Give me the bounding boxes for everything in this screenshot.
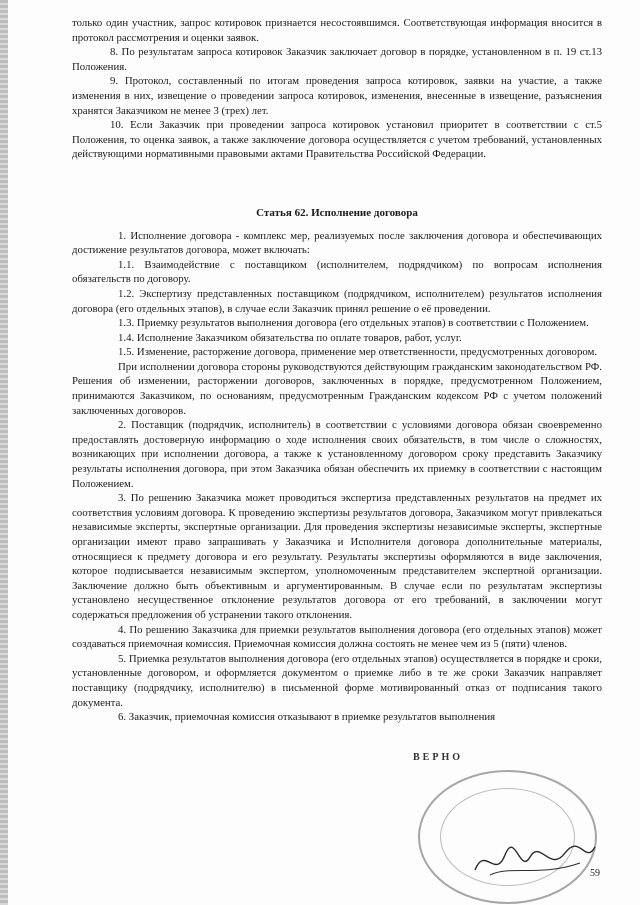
paragraph: 1.2. Экспертизу представленных поставщиком (подрядчиком, исполнителем) результатов исполнения договора (его отдельных этапов), в случае если Заказчик принял решение о её проведении.: [72, 287, 602, 315]
paragraph: 1.4. Исполнение Заказчиком обязательства по оплате товаров, работ, услуг.: [118, 331, 462, 344]
paragraph: 1.1. Взаимодействие с поставщиком (исполнителем, подрядчиком) по вопросам исполнения обязательств по договору.: [72, 258, 602, 286]
paragraph: 9. Протокол, составленный по итогам проведения запроса котировок, заявки на участие, а также изменения в них, извещение о проведении запроса котировок, изменения, внесенные в извещение, разъяснения хранятся Заказчиком не менее 3 (трех) лет.: [72, 75, 602, 117]
page-number: 59: [590, 868, 600, 879]
signature: [470, 835, 600, 885]
paragraph: 10. Если Заказчик при проведении запроса котировок установил приоритет в соответствии с ст.5 Положения, то оценка заявок, а также заключение договора осуществляется с учетом требований, установленных действующими нормативными правовыми актами Правительства Российской Федерации.: [72, 119, 602, 161]
paragraph: При исполнении договора стороны руководствуются действующим гражданским законодательством РФ. Решения об изменении, расторжении договоров, заключенных в порядке, предусмотренном Положением, принимаются Заказчиком, по основаниям, предусмотренным Гражданским кодексом РФ с учетом положений заключенных договоров.: [72, 360, 602, 417]
paragraph: 3. По решению Заказчика может проводиться экспертиза представленных результатов на предмет их соответствия условиям договора. К проведению экспертизы результатов договора, Заказчиком могут привлекаться независимые эксперты, экспертные организации. Для проведения экспертизы независимые эксперты, экспертные организации имеют право запрашивать у Заказчика и Исполнителя договора дополнительные материалы, относящиеся к предмету договора и его результату. Результаты экспертизы оформляются в виде заключения, которое подписывается независимым экспертом, уполномоченным представителем экспертной организации. Заключение должно быть объективным и аргументированным. В случае если по результатам экспертизы установлено несущественное отклонение результатов договора от его требований, в заключении могут содержаться предложения об устранении такого отклонения.: [72, 492, 602, 621]
paragraph: 6. Заказчик, приемочная комиссия отказывают в приемке результатов выполнения: [118, 711, 496, 724]
paragraph: 2. Поставщик (подрядчик, исполнитель) в соответствии с условиями договора обязан своевременно предоставлять достоверную информацию о ходе исполнения своих обязательств, в том числе о сложностях, возникающих при исполнении договора, а также к установленному договором сроку представить Заказчику результаты исполнения договора, при этом Заказчика обязан обеспечить их приемку в соответствии с настоящим Положением.: [72, 419, 602, 490]
document-body: [72, 16, 602, 725]
paragraph: 5. Приемка результатов выполнения договора (его отдельных этапов) осуществляется в порядке и сроки, установленные договором, и оформляется документом о приемке либо в те же сроки Заказчик направляет поставщику (подрядчику, исполнителю) в письменной форме мотивированный отказ от подписания такого документа.: [72, 652, 602, 709]
paragraph: только один участник, запрос котировок признается несостоявшимся. Соответствующая информация вносится в протокол рассмотрения и оценки заявок.: [72, 17, 602, 44]
article-heading: Статья 62. Исполнение договора: [256, 206, 418, 219]
paragraph: 1.3. Приемку результатов выполнения договора (его отдельных этапов) в соответствии с Положением.: [118, 317, 589, 330]
paragraph: 1.5. Изменение, расторжение договора, применение мер ответственности, предусмотренных договором.: [118, 346, 598, 359]
paragraph: 8. По результатам запроса котировок Заказчик заключает договор в порядке, установленном в п. 19 ст.13 Положения.: [72, 46, 602, 73]
paragraph: 4. По решению Заказчика для приемки результатов выполнения договора (его отдельных этапов) может создаваться приемочная комиссия. Приемочная комиссия должна состоять не менее чем из 5 (пяти) членов.: [72, 623, 602, 651]
scan-edge: [0, 0, 8, 905]
paragraph: 1. Исполнение договора - комплекс мер, реализуемых после заключения договора и обеспечивающих достижение результатов договора, может включать:: [72, 229, 602, 257]
certification-stamp-text: ВЕРНО: [413, 752, 464, 763]
